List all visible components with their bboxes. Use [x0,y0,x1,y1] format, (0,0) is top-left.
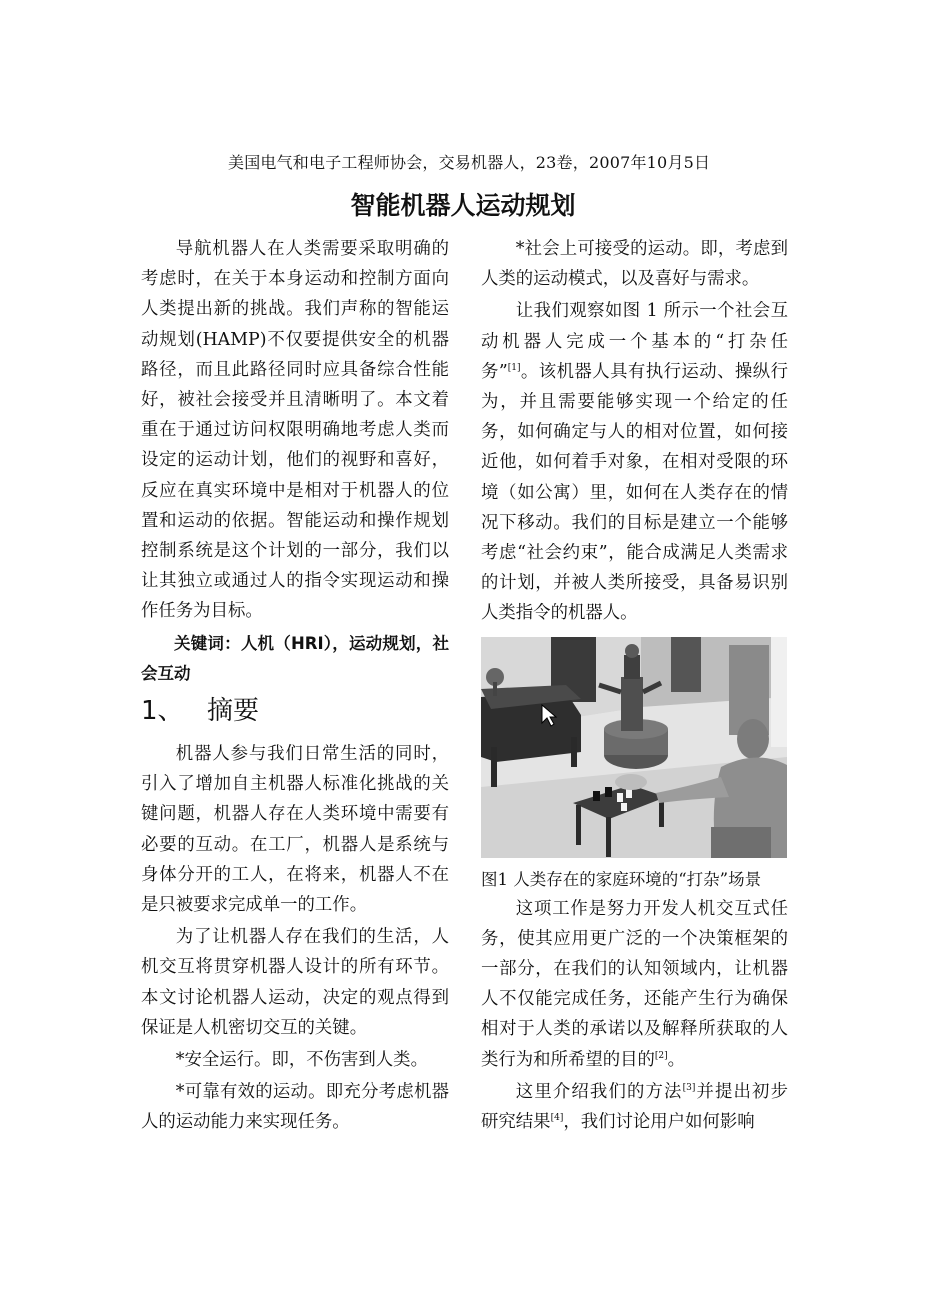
intro-paragraph-1: 机器人参与我们日常生活的同时，引入了增加自主机器人标准化挑战的关键问题，机器人存在人类环境中需要有必要的互动。在工厂，机器人是系统与身体分开的工人，在将来，机器人不在是只被要求完成单一的工作。 [141,744,449,916]
citation-ref-2[interactable]: [2] [654,1050,668,1061]
citation-ref-1[interactable]: [1] [507,362,521,373]
intro-paragraph-2: 为了让机器人存在我们的生活，人机交互将贯穿机器人设计的所有环节。本文讨论机器人运动，决定的观点得到保证是人机密切交互的关键。 [141,927,449,1038]
bullet-efficiency: *可靠有效的运动。即充分考虑机器人的运动能力来实现任务。 [141,1082,449,1133]
citation-ref-4[interactable]: [4] [550,1113,564,1124]
right-column [481,234,788,1139]
home-scene-illustration [481,637,787,858]
figure-1-image [481,637,787,858]
abstract-paragraph: 导航机器人在人类需要采取明确的考虑时，在关于本身运动和控制方面向人类提出新的挑战。我们声称的智能运动规划(HAMP)不仅要提供安全的机器路径，而且此路径同时应具备综合性能好，被社会接受并且清晰明了。本文着重在于通过访问权限明确地考虑人类而设定的运动计划，他们的视野和喜好，反应在真实环境中是相对于机器人的位置和运动的依据。智能运动和操作规划控制系统是这个计划的一部分，我们以让其独立或通过人的指令实现运动和操作任务为目标。 [141,239,449,622]
keywords: 关键词：人机（HRI），运动规划，社会互动 [141,633,449,683]
framework-paragraph: 这项工作是努力开发人机交互式任务，使其应用更广泛的一个决策框架的一部分，在我们的认知领域内，让机器人不仅能完成任务，还能产生行为确保相对于人类的承诺以及解释所获取的人类行为和所希望的目的[2]。 [481,898,788,1070]
citation-ref-3[interactable]: [3] [682,1082,696,1093]
bullet-safety: *安全运行。即，不伤害到人类。 [175,1050,428,1071]
section-number: 1、 [141,696,184,727]
bullet-social: *社会上可接受的运动。即，考虑到人类的运动模式，以及喜好与需求。 [481,239,788,290]
paper-title: 智能机器人运动规划 [350,191,576,220]
figure-1-caption: 图1 人类存在的家庭环境的“打杂”场景 [481,869,762,889]
journal-citation: 美国电气和电子工程师协会，交易机器人，23卷，2007年10月5日 [228,153,711,172]
section-heading [141,691,449,731]
section-title: 摘要 [207,696,260,727]
fetch-task-paragraph: 让我们观察如图 1 所示一个社会互动机器人完成一个基本的“打杂任务”[1]。该机器人具有执行运动、操纵行为，并且需要能够实现一个给定的任务，如何确定与人的相对位置，如何接近他，如何着手对象，在相对受限的环境（如公寓）里，如何在人类存在的情况下移动。我们的目标是建立一个能够考虑“社会约束”，能合成满足人类需求的计划，并被人类所接受，具备易识别人类指令的机器人。 [481,301,788,624]
left-column [141,234,449,1140]
method-paragraph: 这里介绍我们的方法[3]并提出初步研究结果[4]，我们讨论用户如何影响 [481,1081,788,1133]
